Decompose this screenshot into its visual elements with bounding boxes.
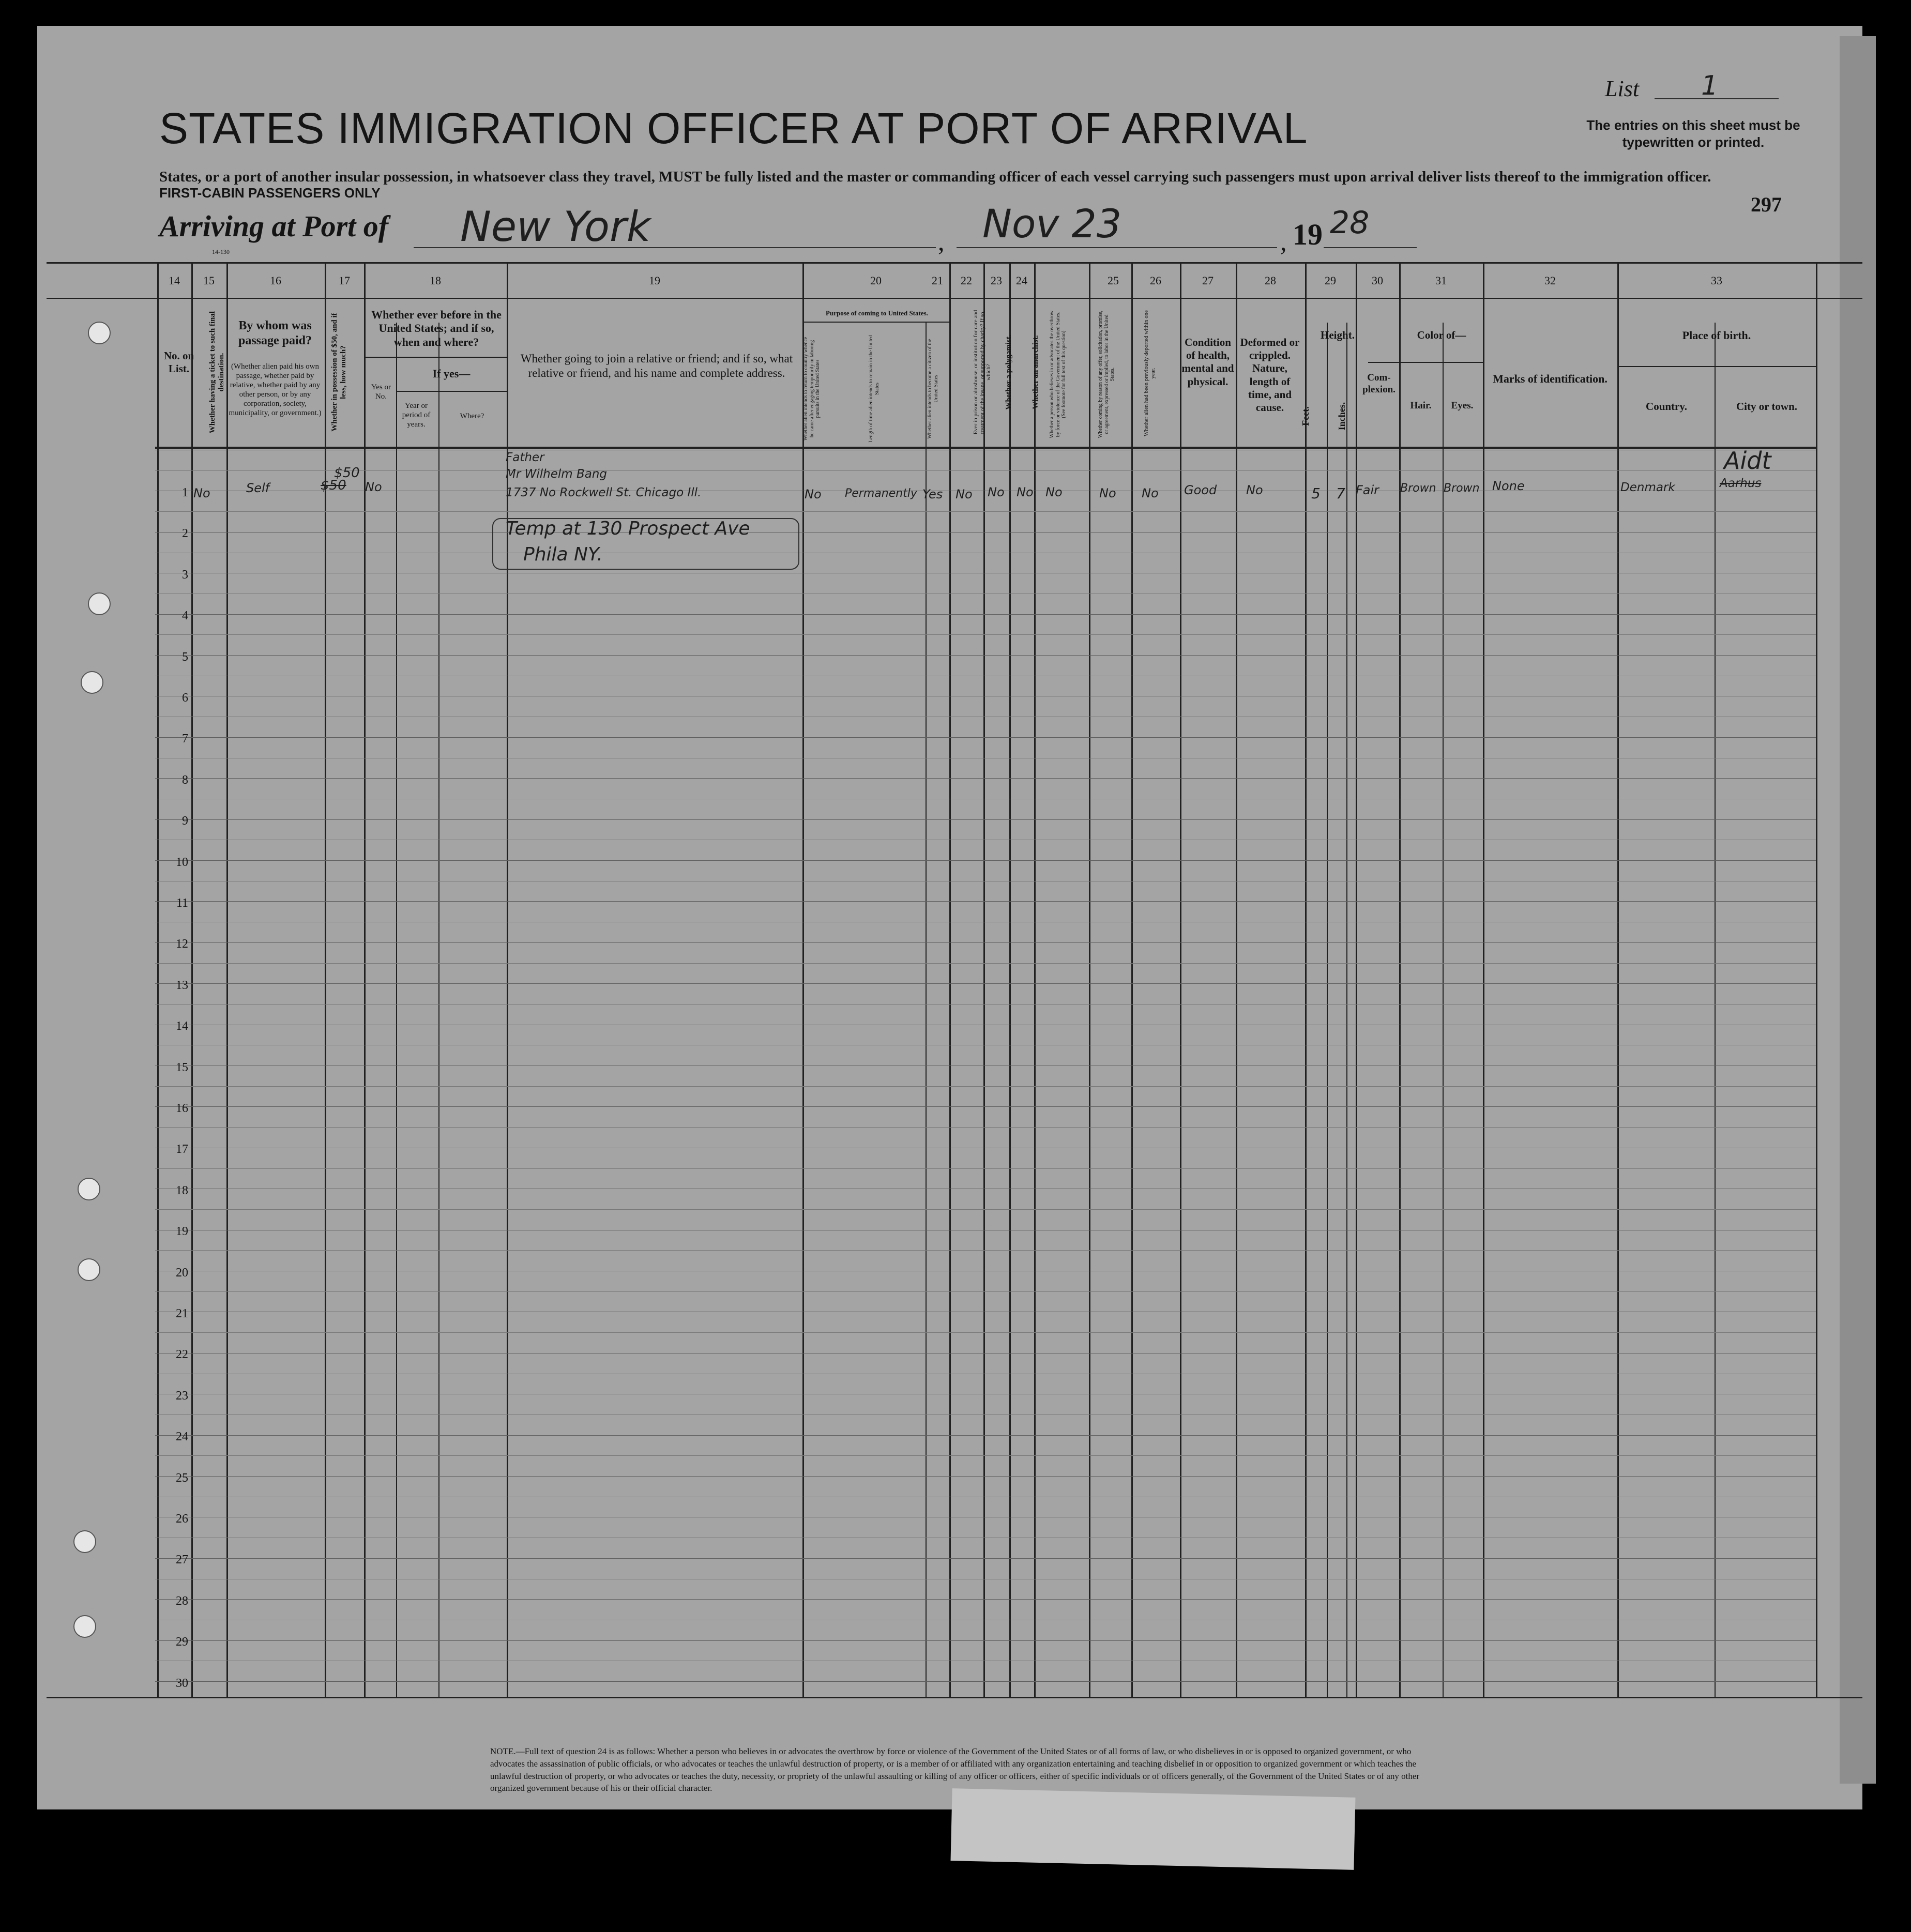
row-number: 28 <box>176 1594 188 1608</box>
typewritten-instruction: The entries on this sheet must be typewritten or printed. <box>1586 117 1800 150</box>
row-number: 9 <box>182 814 188 828</box>
comma: , <box>938 227 945 256</box>
marks-header: Marks of identification. <box>1493 372 1607 385</box>
before-in-us-header: Whether ever before in the United States; and if so, when and where? <box>371 308 502 348</box>
year-handwritten: 28 <box>1330 205 1370 241</box>
row-rule <box>155 963 1816 964</box>
prison-header: Ever in prison or almshouse, or institution for care and treatment of the insane, or supported by charity? If so, which? <box>973 310 992 435</box>
no-on-list-header: No. on List. <box>163 349 194 375</box>
form-subtitle: States, or a port of another insular possession, in whatsoever class they travel, MUST be fully listed and the master or commanding officer of each vessel carrying such passengers must upon arrival deliver lists thereof to the immigration officer. <box>159 169 1711 185</box>
row-number: 30 <box>176 1677 188 1690</box>
row-rule <box>155 532 1816 533</box>
deformed-value: No <box>1246 483 1263 497</box>
marks-value: None <box>1492 479 1525 493</box>
column-rule <box>364 264 366 1697</box>
column-rule <box>802 264 804 1697</box>
binder-hole <box>81 671 103 694</box>
deported-header: Whether alien had been previously deported within one year. <box>1143 310 1156 437</box>
hair-header: Hair. <box>1410 400 1432 411</box>
row-rule <box>155 1455 1816 1456</box>
page-title: STATES IMMIGRATION OFFICER AT PORT OF ARRIVAL <box>159 104 1308 153</box>
length-header: Length of time alien intends to remain in the United States <box>868 335 880 443</box>
c33-rule <box>1617 366 1816 367</box>
binder-hole <box>73 1615 96 1638</box>
row-rule <box>155 778 1816 779</box>
anarchist-header: Whether an anarchist. <box>1032 335 1040 409</box>
row-rule <box>155 634 1816 635</box>
row-rule <box>155 511 1816 512</box>
feet-value: 5 <box>1311 485 1321 502</box>
column-number: 23 <box>991 274 1002 287</box>
row-rule <box>155 1168 1816 1169</box>
overthrow-header: Whether a person who believes in or advocates the overthrow by force or violence of the Government of the United States. (See footnote for full text of this question) <box>1049 310 1067 438</box>
column-number: 27 <box>1202 274 1214 287</box>
purpose-header: Purpose of coming to United States. <box>826 309 928 317</box>
list-number: 1 <box>1701 70 1719 101</box>
column-number: 14 <box>169 274 180 287</box>
class-line: FIRST-CABIN PASSENGERS ONLY <box>159 185 381 201</box>
column-number: 31 <box>1435 274 1447 287</box>
polygamist-header: Whether a polygamist. <box>1005 334 1013 410</box>
header-bottom-border <box>155 447 1816 449</box>
column-rule <box>191 264 193 1697</box>
labor-offer-header: Whether coming by reason of any offer, solicitation, promise, or agreement, expressed or implied, to labor in the United States. <box>1098 310 1115 438</box>
row-rule <box>155 737 1816 738</box>
row-number: 14 <box>176 1020 188 1033</box>
row-number: 12 <box>176 937 188 951</box>
row-number: 6 <box>182 691 188 705</box>
row-rule <box>155 860 1816 861</box>
column-number: 29 <box>1325 274 1336 287</box>
column-number: 32 <box>1544 274 1556 287</box>
row-number: 21 <box>176 1307 188 1320</box>
row-number: 11 <box>176 896 188 910</box>
row-number: 26 <box>176 1512 188 1526</box>
yes-no-header: Yes or No. <box>371 383 391 401</box>
binder-hole <box>73 1530 96 1553</box>
column-number: 20 <box>870 274 882 287</box>
row-rule <box>155 1640 1816 1641</box>
row-rule <box>155 819 1816 820</box>
row-number: 2 <box>182 527 188 540</box>
question-24-note: NOTE.—Full text of question 24 is as follows: Whether a person who believes in or advocates the overthrow by force or violence of the Government of the United States or of all forms of law, or who disbelieves in or is opposed to organized government, or who advocates the assassination of public officials, or who advocates or teaches the unlawful destruction of property, or is a member of or affiliated with any organization entertaining and teaching disbelief in or opposition to organized government or which teaches the unlawful destruction of property, or who advocates or teaches the duty, necessity, or propriety of the unlawful assaulting or killing of any officer or officers, either of specific individuals or of officers generally, of the Government of the United States or of any other organized government because of his or their official character. <box>490 1746 1420 1793</box>
column-rule <box>1399 264 1401 1697</box>
row-number: 17 <box>176 1143 188 1156</box>
prison-value: No <box>956 487 973 501</box>
column-rule <box>1180 264 1181 1697</box>
deformed-header: Deformed or crippled. Nature, length of time, and cause. <box>1240 336 1300 414</box>
money-header: Whether in possession of $50, and if less, how much? <box>330 313 348 432</box>
row-rule <box>155 942 1816 943</box>
column-number: 33 <box>1711 274 1722 287</box>
health-value: Good <box>1184 483 1217 497</box>
column-number: 16 <box>270 274 281 287</box>
complexion-header: Com-plexion. <box>1362 372 1396 395</box>
column-rule <box>1089 264 1090 1697</box>
column-number: 18 <box>430 274 441 287</box>
binder-hole <box>78 1178 100 1200</box>
row-number: 10 <box>176 856 188 869</box>
c18-sub-rule <box>396 391 507 392</box>
row-rule <box>155 1435 1816 1436</box>
row-number: 24 <box>176 1430 188 1443</box>
binder-hole <box>88 322 111 344</box>
column-rule <box>1715 323 1716 1697</box>
column-number: 22 <box>961 274 972 287</box>
row-number: 22 <box>176 1348 188 1361</box>
row-rule <box>155 1332 1816 1333</box>
row-number: 4 <box>182 609 188 622</box>
birthplace-header: Place of birth. <box>1682 329 1751 342</box>
row-number: 18 <box>176 1184 188 1197</box>
row-number: 8 <box>182 773 188 787</box>
column-number: 28 <box>1265 274 1276 287</box>
country-value: Denmark <box>1620 481 1675 494</box>
ticket-value: No <box>193 486 210 500</box>
return-value: No <box>805 487 822 501</box>
deported-value: No <box>1142 486 1159 500</box>
column-rule <box>1131 264 1133 1697</box>
column-rule <box>438 323 439 1697</box>
relative-line3: 1737 No Rockwell St. Chicago Ill. <box>506 486 702 499</box>
sheet-number: 297 <box>1751 193 1782 216</box>
column-rule <box>1617 264 1619 1697</box>
row-number: 20 <box>176 1266 188 1280</box>
inches-header: Inches. <box>1337 402 1347 431</box>
column-rule <box>983 264 985 1697</box>
row-number: 13 <box>176 979 188 992</box>
binder-hole <box>78 1258 100 1281</box>
polygamist-value: No <box>988 485 1005 499</box>
passage-paid-header: By whom was passage paid? <box>238 319 312 347</box>
row-rule <box>155 1086 1816 1087</box>
length-of-stay-value: Permanently <box>845 487 917 500</box>
height-header: Height. <box>1321 329 1355 341</box>
row-rule <box>155 1414 1816 1415</box>
anarchist-value: No <box>1017 485 1034 499</box>
port-handwritten: New York <box>460 203 651 251</box>
row-number: 15 <box>176 1061 188 1074</box>
row-rule <box>155 1209 1816 1210</box>
relative-line1: Father <box>506 451 544 464</box>
where-header: Where? <box>460 412 484 420</box>
city-header: City or town. <box>1736 400 1798 413</box>
relative-header: Whether going to join a relative or friend; and if so, what relative or friend, and his name and complete address. <box>520 352 793 379</box>
year-prefix: 19 <box>1293 218 1323 251</box>
column-rule <box>1034 264 1036 1697</box>
money-struck-value: $50 <box>321 478 346 493</box>
date-handwritten: Nov 23 <box>982 201 1122 247</box>
list-label: List <box>1605 76 1640 101</box>
money-value: $50 <box>334 465 360 481</box>
column-number: 26 <box>1150 274 1161 287</box>
column-number-border <box>47 298 1862 299</box>
ticket-header: Whether having a ticket to such final destination. <box>208 311 226 434</box>
column-rule <box>1816 264 1817 1697</box>
column-rule <box>1305 264 1307 1697</box>
passage-paid-note: (Whether alien paid his own passage, whether paid by relative, whether paid by any other person, or by any corporation, society, municipality, or government.) <box>229 362 322 417</box>
row-rule <box>155 1127 1816 1128</box>
row-number: 3 <box>182 568 188 582</box>
row-rule <box>155 1599 1816 1600</box>
column-number: 25 <box>1108 274 1119 287</box>
hand-note-line2: Phila NY. <box>523 544 603 565</box>
arriving-label: Arriving at Port of <box>159 209 389 243</box>
eyes-value: Brown <box>1444 482 1480 495</box>
column-rule <box>1236 264 1237 1697</box>
column-rule <box>926 323 927 1697</box>
hair-value: Brown <box>1400 482 1436 495</box>
table-bottom-border <box>47 1697 1862 1698</box>
citizen-header: Whether alien intends to become a citizen of the United States <box>927 339 939 439</box>
year-header: Year or period of years. <box>402 402 431 429</box>
inches-value: 7 <box>1336 485 1345 502</box>
hand-note-line1: Temp at 130 Prospect Ave <box>506 518 750 539</box>
c31-rule <box>1399 362 1484 363</box>
folded-flap <box>951 1788 1356 1870</box>
column-rule <box>396 323 397 1697</box>
row-number: 16 <box>176 1102 188 1115</box>
row-number: 19 <box>176 1225 188 1238</box>
if-yes-header: If yes— <box>432 367 471 380</box>
labor-offer-value: No <box>1099 486 1116 500</box>
column-rule <box>1327 323 1328 1697</box>
column-rule <box>1356 264 1357 1697</box>
row-rule <box>155 1004 1816 1005</box>
column-rule <box>226 264 228 1697</box>
column-rule <box>157 264 159 1697</box>
c20-rule <box>802 322 949 323</box>
date-underline <box>957 247 1277 248</box>
row-rule <box>155 1681 1816 1682</box>
column-number: 17 <box>339 274 350 287</box>
color-header: Color of— <box>1417 329 1466 341</box>
eyes-header: Eyes. <box>1451 400 1474 411</box>
row-number: 7 <box>182 732 188 746</box>
column-number: 19 <box>649 274 660 287</box>
row-rule <box>155 1476 1816 1477</box>
complexion-value: Fair <box>1356 483 1379 497</box>
comma: , <box>1280 227 1287 256</box>
column-rule <box>1483 264 1484 1697</box>
row-rule <box>155 1558 1816 1559</box>
row-rule <box>155 901 1816 902</box>
row-rule <box>155 655 1816 656</box>
column-rule <box>1346 323 1347 1697</box>
feet-header: Feet. <box>1300 406 1311 426</box>
row-rule <box>155 614 1816 615</box>
row-number: 25 <box>176 1471 188 1485</box>
row-rule <box>155 983 1816 984</box>
column-number: 24 <box>1016 274 1027 287</box>
column-rule <box>1009 264 1011 1697</box>
column-number: 15 <box>203 274 215 287</box>
health-header: Condition of health, mental and physical. <box>1181 336 1234 388</box>
row-number: 29 <box>176 1635 188 1649</box>
passage-paid-value: Self <box>246 481 270 495</box>
c18-rule <box>364 357 507 358</box>
row-rule <box>155 470 1816 471</box>
year-underline <box>1324 247 1417 248</box>
country-header: Country. <box>1646 400 1687 413</box>
relative-line2: Mr Wilhelm Bang <box>506 467 608 481</box>
column-number: 30 <box>1372 274 1383 287</box>
row-number: 23 <box>176 1389 188 1403</box>
row-rule <box>155 1291 1816 1292</box>
binder-hole <box>88 592 111 615</box>
column-rule <box>1443 323 1444 1697</box>
row-number: 1 <box>182 486 188 499</box>
table-top-border <box>47 262 1862 264</box>
row-number: 5 <box>182 650 188 664</box>
column-rule <box>949 264 951 1697</box>
row-number: 27 <box>176 1553 188 1566</box>
citizen-value: Yes <box>922 487 943 501</box>
return-header: Whether alien intends to return to country whence he came after engaging temporarily in laboring pursuits in the United States <box>803 337 821 441</box>
city-value: Aidt <box>1724 447 1771 475</box>
form-code: 14-130 <box>212 248 230 255</box>
row-rule <box>155 1250 1816 1251</box>
overthrow-value: No <box>1045 485 1063 499</box>
city-struck-value: Aarhus <box>1720 477 1762 490</box>
column-number: 21 <box>932 274 943 287</box>
row-rule <box>155 1106 1816 1107</box>
before-in-us-value: No <box>365 480 382 494</box>
